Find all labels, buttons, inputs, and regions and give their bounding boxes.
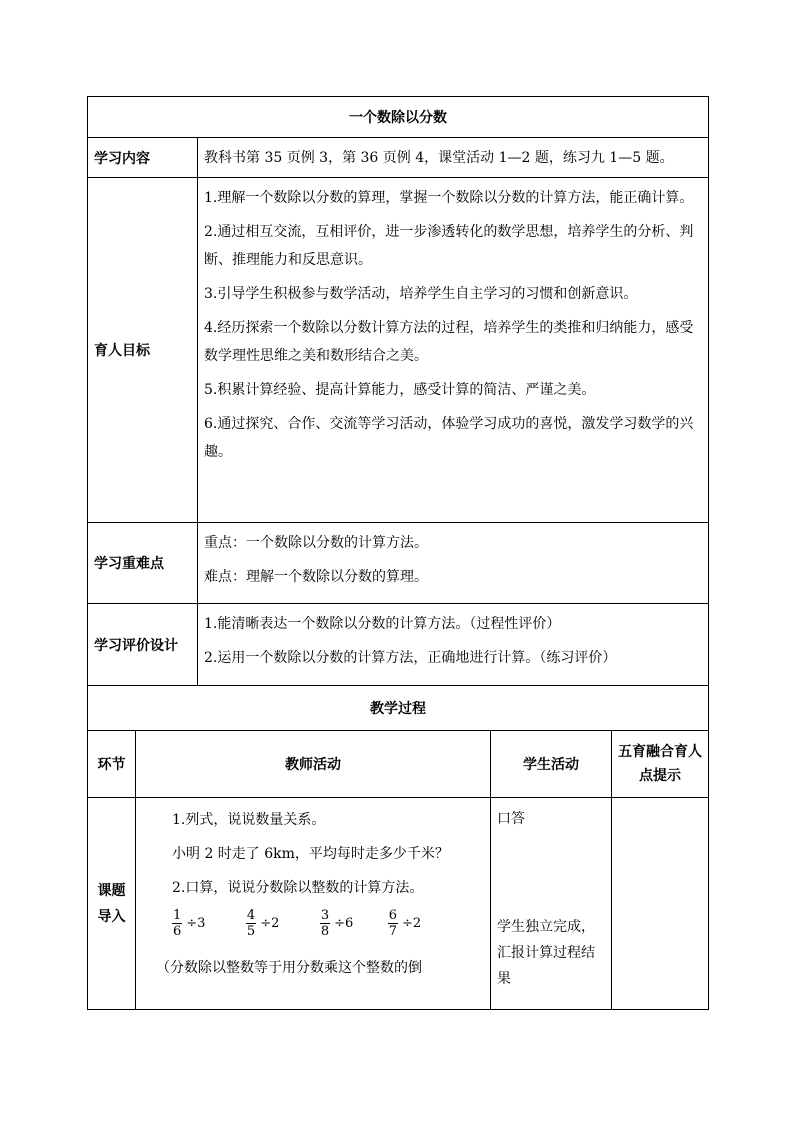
fraction: $\frac{1}{6}$ [173, 908, 182, 939]
header-stage: 环节 [88, 731, 136, 798]
goals-content [198, 178, 709, 523]
page-title: 一个数除以分数 [88, 97, 709, 138]
key-point-item: 难点：理解一个数除以分数的算理。 [204, 569, 428, 585]
lesson-plan [87, 96, 708, 1010]
evaluation-label: 学习评价设计 [88, 604, 198, 686]
content-label: 学习内容 [88, 138, 198, 178]
goal-item: 2.通过相互交流，互相评价，进一步渗透转化的数学思想，培养学生的分析、判断、推理能力和反思意识。 [204, 224, 694, 268]
process-title: 教学过程 [88, 686, 709, 731]
fraction: $\frac{3}{8}$ [320, 908, 330, 939]
goals-label: 育人目标 [88, 178, 198, 523]
goal-item: 4.经历探索一个数除以分数计算方法的过程，培养学生的类推和归纳能力，感受数学理性思维之美和数形结合之美。 [204, 320, 694, 364]
content-text [198, 138, 709, 178]
goal-item: 3.引导学生积极参与数学活动，培养学生自主学习的习惯和创新意识。 [204, 286, 638, 302]
teacher-note: （分数除以整数等于用分数乘这个整数的倒 [156, 960, 422, 976]
key-points-label: 学习重难点 [88, 523, 198, 604]
expressions-row [172, 908, 484, 946]
stage-intro: 课题导入 [88, 798, 136, 1010]
teacher-line: 1.列式，说说数量关系。 [172, 812, 326, 828]
key-points-content [198, 523, 709, 604]
tips-cell [612, 798, 709, 1010]
header-tips: 五育融合育人点提示 [612, 731, 709, 798]
teacher-activity [136, 798, 491, 1010]
student-line: 口答 [497, 811, 525, 827]
content-line: 教科书第 35 页例 3，第 36 页例 4，课堂活动 1—2 题，练习九 1—5 题。 [204, 149, 674, 166]
header-teacher: 教师活动 [136, 731, 491, 798]
teacher-line: 小明 2 时走了 6km，平均每时走多少千米？ [172, 846, 449, 862]
student-activity [491, 798, 612, 1010]
student-line: 学生独立完成，汇报计算过程结果 [497, 919, 595, 987]
expression: $\frac{6}{7}$ ÷2 [388, 908, 422, 939]
goal-item: 1.理解一个数除以分数的算理，掌握一个数除以分数的计算方法，能正确计算。 [204, 190, 694, 206]
fraction: $\frac{4}{5}$ [246, 908, 256, 939]
header-student: 学生活动 [491, 731, 612, 798]
expression: $\frac{3}{8}$ ÷6 [320, 908, 354, 939]
expression: $\frac{1}{6}$ ÷3 [173, 908, 206, 939]
evaluation-item: 2.运用一个数除以分数的计算方法，正确地进行计算。（练习评价） [204, 650, 617, 666]
lesson-table [87, 96, 709, 1010]
teacher-line: 2.口算，说说分数除以整数的计算方法。 [172, 880, 424, 896]
goal-item: 5.积累计算经验、提高计算能力，感受计算的简洁、严谨之美。 [204, 382, 596, 398]
evaluation-item: 1.能清晰表达一个数除以分数的计算方法。（过程性评价） [204, 616, 561, 632]
key-point-item: 重点：一个数除以分数的计算方法。 [204, 535, 428, 551]
expression: $\frac{4}{5}$ ÷2 [246, 908, 280, 939]
evaluation-content [198, 604, 709, 686]
fraction: $\frac{6}{7}$ [388, 908, 397, 939]
goal-item: 6.通过探究、合作、交流等学习活动，体验学习成功的喜悦，激发学习数学的兴趣。 [204, 416, 694, 460]
